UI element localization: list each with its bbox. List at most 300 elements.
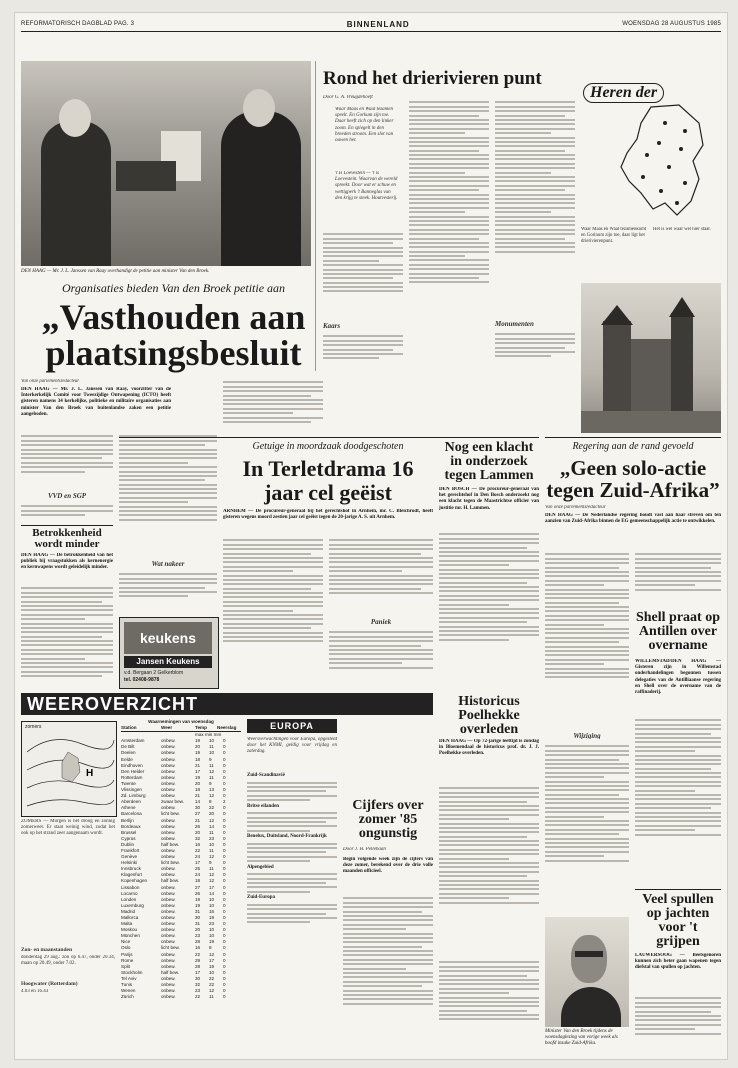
station-cell: Eelde [121,756,133,762]
weather-cell: onbew. [161,817,176,823]
station-cell: Innsbruck [121,866,141,872]
heren-caption-1: Waar Maas en Waal tezamenkomt en Gorinum zijn toe, daar ligt het drierivierenpunt. [581,227,647,245]
weather-map [21,721,117,817]
weather-cell: onbew. [161,957,176,963]
weather-cell: licht bew. [161,945,180,951]
station-cell: Twente [121,780,136,786]
temp-min-cell: 10 [209,969,215,975]
lead-subhead-1: VVD en SGP [47,493,87,500]
station-cell: Bordeaux [121,823,141,829]
precip-cell: 0 [223,951,226,957]
za-headline: „Geen solo-actie tegen Zuid-Afrika” [546,456,720,502]
precip-cell: 0 [223,829,226,835]
cijfers-body [343,895,433,1055]
terlet-headline: In Terletdrama 16 jaar cel geëist [242,456,414,505]
weather-cell: onbew. [161,756,176,762]
keukens-ad-name: Jansen Keukens [124,656,212,668]
station-cell: Zd. Limburg [121,793,146,799]
temp-max-cell: 19 [195,738,201,744]
weather-cell: onbew. [161,768,176,774]
weather-cell: licht bew. [161,811,180,817]
station-cell: Genève [121,854,138,860]
temp-max-cell: 24 [195,872,201,878]
precip-cell: 0 [223,872,226,878]
cijfers-headline: Cijfers over zomer '85 ongunstig [352,798,424,841]
lead-body-col3 [223,379,323,441]
temp-min-cell: 10 [209,927,215,933]
weather-cell: onbew. [161,823,176,829]
temp-min-cell: 8 [209,799,212,805]
station-cell: Helsinki [121,860,138,866]
precip-cell: 0 [223,860,226,866]
weather-cell: onbew. [161,793,176,799]
station-cell: Dublin [121,841,135,847]
station-cell: Amsterdam [121,738,145,744]
temp-min-cell: 8 [209,945,212,951]
station-cell: Malta [121,921,133,927]
temp-max-cell: 22 [195,994,201,1000]
temp-min-cell: 10 [209,841,215,847]
temp-min-cell: 11 [209,762,214,768]
temp-min-cell: 13 [209,787,215,793]
betrokkenheid-headline: Betrokkenheid wordt minder [32,527,102,550]
page-header [21,17,721,32]
temp-max-cell: 21 [195,817,201,823]
weather-cell: onbew. [161,774,176,780]
station-cell: Tel Aviv [121,975,137,981]
weather-cell: onbew. [161,939,176,945]
weather-cell: half bew. [161,841,180,847]
station-cell: Nice [121,939,131,945]
rule [21,525,113,526]
spullen-headline: Veel spullen op jachten voor 't grijpen [642,892,714,949]
precip-cell: 0 [223,945,226,951]
temp-min-cell: 12 [209,951,215,957]
heren-logo: Heren der [583,83,664,103]
precip-cell: 0 [223,805,226,811]
weather-cell: licht bew. [161,860,180,866]
precip-cell: 0 [223,896,226,902]
europa-region-name: Benelux, Duitsland, Noord-Frankrijk [247,834,327,840]
station-cell: Parijs [121,951,133,957]
europa-region [247,834,337,862]
station-cell: Frankfort [121,847,140,853]
rond-byline: Door G. A. Vreugdehoeft [323,95,373,100]
weather-table-header [121,725,241,732]
europa-region [247,804,337,832]
temp-max-cell: 17 [195,768,201,774]
temp-min-cell: 11 [209,774,214,780]
precip-cell: 0 [223,780,226,786]
temp-min-cell: 20 [209,811,215,817]
col-temp: Temp [195,725,207,731]
station-cell: Klagenfurt [121,872,142,878]
europa-region-name: Zuid-Europa [247,895,275,901]
weather-cell: onbew. [161,915,176,920]
precip-cell: 0 [223,866,226,872]
castle-photo [581,283,721,433]
precip-cell: 0 [223,908,226,914]
za-byline: Van onze parlementsredacteur [545,505,606,510]
temp-max-cell: 30 [195,915,201,920]
station-cell: Rome [121,957,134,963]
lead-photo [21,61,311,266]
europa-region-body [247,904,337,924]
europa-title: EUROPA [247,719,337,733]
europa-region [247,865,337,893]
poelhekke-headline: Historicus Poelhekke overleden [458,694,520,737]
precip-cell: 0 [223,768,226,774]
weather-sun-moon-text: donderdag 29 aug.: zon op 6.47, onder 20.34, maan op 20.49, onder 7.02. [21,955,115,967]
portrait-photo [545,917,629,1027]
station-cell: Athene [121,805,136,811]
portrait-caption: Minister Van den Broek tijdens de woensdaglezing van vorige week als hoofd inzake Zuid-Afrika. [545,1029,618,1046]
weather-cell: onbew. [161,908,176,914]
temp-min-cell: 10 [209,896,215,902]
lead-photo-caption: DEN HAAG — Mr. J. L. Janssen van Raay overhandigt de petitie aan minister Van den Broek. [21,269,210,274]
weather-cell: onbew. [161,933,176,939]
europa-region-body [247,782,337,802]
station-cell: Deelen [121,750,136,756]
col-sub: max min mm [195,732,222,738]
terlet-subhead: Paniek [370,619,392,626]
lead-headline: „Vasthouden aan plaatsingsbesluit [41,297,306,373]
precip-cell: 0 [223,890,226,896]
temp-min-cell: 10 [209,738,215,744]
precip-cell: 0 [223,994,226,1000]
temp-min-cell: 11 [209,994,214,1000]
terlet-body-col1 [223,537,323,687]
temp-min-cell: 17 [209,884,215,890]
rond-body-col3b [495,331,575,371]
weather-map-label: zomers [25,724,42,730]
rond-subhead-2: Monumenten [495,321,534,328]
precip-cell: 0 [223,854,226,860]
temp-min-cell: 11 [209,866,214,872]
lead-dateline: DEN HAAG — Mr. J. L. Janssen van Raay, voorzitter van de Interkerkelijk Comité voor Tweezijdige Ontwapening (ICTO) heeft gisteren namens 34 kerkelijke, politieke en militaire organisaties aan minister Van den Broek van buitenlandse zaken een petitie aangeboden. [21,387,171,417]
temp-min-cell: 12 [209,854,215,860]
weather-cell: onbew. [161,975,176,981]
europa-region-name: Alpengebied [247,864,274,870]
temp-min-cell: 22 [209,975,215,981]
temp-max-cell: 20 [195,744,201,750]
station-cell: Mallorca [121,915,139,920]
za-subhead: Wijziging [573,733,601,740]
precip-cell: 0 [223,744,226,750]
weather-cell: onbew. [161,787,176,793]
za-body-col1b [545,743,629,913]
klacht-headline: Nog een klacht in onderzoek tegen Lammen [444,440,534,483]
poelhekke-body [439,785,539,955]
precip-cell: 0 [223,915,226,920]
temp-min-cell: 23 [209,921,215,927]
station-cell: Vlissingen [121,787,142,793]
spullen-body [635,995,721,1055]
weather-cell: onbew. [161,780,176,786]
temp-max-cell: 20 [195,927,201,933]
temp-max-cell: 22 [195,847,201,853]
temp-max-cell: 18 [195,756,201,762]
temp-max-cell: 18 [195,787,201,793]
shell-headline: Shell praat op Antillen over overname [635,610,720,653]
weather-high-water-text: 4.03 en 16.43 [21,989,49,994]
precip-cell: 0 [223,957,226,963]
terlet-body-col2 [329,537,433,617]
temp-min-cell: 10 [209,750,215,756]
temp-max-cell: 28 [195,939,201,945]
weather-table-title: Waarnemingen van woensdag [148,719,214,724]
col-station: Station [121,725,137,731]
weather-cell: onbew. [161,902,176,908]
shell-body [635,717,721,887]
lead-byline: Van onze parlementsredacteur [21,379,80,384]
temp-min-cell: 12 [209,793,215,799]
weather-cell: onbew. [161,762,176,768]
shell-lead: WILLEMSTAD/DEN HAAG — Gisteren zijn in Willemstad onderhandelingen begonnen tussen delegaties van de Antilliaanse regering en Shell over de overname van de raffinaderij. [635,659,721,696]
station-cell: Madrid [121,908,136,914]
temp-max-cell: 18 [195,878,201,884]
lead-body-col1b [21,503,113,523]
temp-max-cell: 21 [195,762,201,768]
precip-cell: 0 [223,738,226,744]
klacht-body [439,531,539,691]
station-cell: Tunis [121,982,133,988]
temp-max-cell: 27 [195,884,201,890]
isobar-map-icon [22,722,116,816]
temp-min-cell: 10 [209,933,215,939]
keukens-ad-address: v.d. Bergaan 2 Gelkerblom [124,670,184,676]
svg-text:H: H [86,768,94,779]
temp-min-cell: 12 [209,768,215,774]
precip-cell: 0 [223,841,226,847]
station-cell: Split [121,963,130,969]
station-cell: Wenen [121,988,136,994]
temp-max-cell: 16 [195,841,201,847]
europa-region-name: Britse eilanden [247,803,280,809]
weather-cell: onbew. [161,738,176,744]
temp-min-cell: 22 [209,982,215,988]
weather-cell: onbew. [161,854,176,860]
temp-max-cell: 20 [195,780,201,786]
weather-cell: onbew. [161,866,176,872]
heren-map [581,83,721,223]
temp-min-cell: 23 [209,835,215,841]
temp-min-cell: 17 [209,957,215,963]
za-kicker: Regering aan de rand gevoeld [572,441,694,452]
heren-caption-2: Het is wel waar wel hier staat. [653,227,711,232]
terlet-lead: ARNHEM — De procureur-generaal bij het gerechtshof in Arnhem, mr. C. Bleichrodt, heeft gisteren wegens moord zestien jaar cel geëist tegen de 20-jarige A. S. uit Arnhem. [223,509,433,521]
europa-regions [247,773,337,926]
temp-min-cell: 12 [209,988,215,994]
station-cell: Den Helder [121,768,145,774]
weather-cell: onbew. [161,951,176,957]
precip-cell: 0 [223,787,226,793]
header-date: WOENSDAG 28 AUGUSTUS 1985 [622,21,721,27]
station-cell: Kopenhagen [121,878,148,884]
temp-max-cell: 22 [195,951,201,957]
station-cell: Stockholm [121,969,143,975]
rond-body-col3 [495,99,575,319]
precip-cell: 0 [223,927,226,933]
rule [635,889,721,890]
temp-max-cell: 17 [195,969,201,975]
weather-cell: onbew. [161,884,176,890]
station-cell: Brussel [121,829,137,835]
temp-min-cell: 9 [209,860,212,866]
weather-cell: onbew. [161,829,176,835]
klacht-lead: DEN BOSCH — De procureur-generaal van het gerechtshof in Den Bosch onderzoekt nog een klacht tegen de Maastrichtse officier van justitie mr. H. Lammen. [439,487,539,511]
rule [545,437,721,438]
temp-max-cell: 21 [195,793,201,799]
temp-max-cell: 19 [195,896,201,902]
precip-cell: 0 [223,921,226,927]
weather-table [121,719,241,1000]
precip-cell: 0 [223,975,226,981]
station-cell: Eindhoven [121,762,143,768]
column-rule [315,61,316,371]
lead-body-col2b [119,571,217,611]
rond-body-col2 [409,99,489,369]
station-cell: Barcelona [121,811,142,817]
lead-kicker: Organisaties bieden Van den Broek petitie aan [61,281,286,295]
weather-cell: onbew. [161,847,176,853]
precip-cell: 0 [223,933,226,939]
temp-min-cell: 11 [209,744,214,750]
station-cell: De Bilt [121,744,135,750]
temp-min-cell: 12 [209,878,215,884]
station-cell: Berlijn [121,817,134,823]
weather-cell: onbew. [161,921,176,927]
weather-cell: onbew. [161,872,176,878]
station-cell: Luxemburg [121,902,144,908]
utrecht-item [439,959,539,1055]
betrokkenheid-lead: DEN HAAG — De betrokkenheid van het publiek bij vraagstukken als kernenergie en kernwapens wordt geleidelijk minder. [21,553,113,571]
temp-min-cell: 9 [209,780,212,786]
precip-cell: 0 [223,969,226,975]
precip-cell: 0 [223,756,226,762]
za-body-col1 [545,551,629,731]
header-left: REFORMATORISCH DAGBLAD PAG. 3 [21,21,135,27]
temp-min-cell: 11 [209,829,214,835]
precip-cell: 0 [223,878,226,884]
weather-cell: onbew. [161,890,176,896]
precip-cell: 2 [223,799,226,805]
weather-cell: onbew. [161,744,176,750]
station-cell: Lissabon [121,884,140,890]
precip-cell: 0 [223,902,226,908]
keukens-ad-logo: keukens [124,622,212,654]
temp-max-cell: 19 [195,902,201,908]
cijfers-byline: Door J. H. Pellebaan [343,847,386,852]
temp-max-cell: 14 [195,799,201,805]
precip-cell: 0 [223,823,226,829]
temp-max-cell: 19 [195,774,201,780]
weather-banner: WEEROVERZICHT [21,693,433,715]
lead-body-col2 [119,433,217,558]
precip-cell: 0 [223,750,226,756]
weather-cell: zwaar bew. [161,799,184,805]
weather-sun-moon-title: Zon- en maanstanden [21,947,73,953]
station-cell: Aberdeen [121,799,141,805]
europa-region-name: Zuid-Scandinavië [247,773,285,778]
station-cell: München [121,933,140,939]
temp-min-cell: 19 [209,963,215,969]
precip-cell: 0 [223,793,226,799]
temp-min-cell: 16 [209,908,215,914]
temp-min-cell: 10 [209,902,215,908]
weather-cell: onbew. [161,963,176,969]
precip-cell: 0 [223,963,226,969]
temp-max-cell: 31 [195,921,201,927]
precip-cell: 0 [223,811,226,817]
rond-body-col1 [323,231,403,321]
weather-cell: half bew. [161,969,180,975]
station-cell: Oslo [121,945,131,951]
weather-table-rows [121,738,241,1000]
europa-region-body [247,843,337,863]
terlet-body-col2b [329,629,433,687]
weather-cell: onbew. [161,988,176,994]
temp-max-cell: 26 [195,890,201,896]
temp-min-cell: 12 [209,817,215,823]
precip-cell: 0 [223,762,226,768]
temp-max-cell: 31 [195,908,201,914]
terlet-kicker: Getuige in moordzaak doodgeschoten [252,441,404,452]
rond-subhead-1: Kaars [323,323,341,330]
col-precip: Neerslag [217,725,237,731]
temp-max-cell: 28 [195,963,201,969]
temp-max-cell: 26 [195,823,201,829]
weather-row [121,994,241,1000]
lead-subhead-2: Wat nakeer [151,561,185,568]
temp-min-cell: 19 [209,915,215,920]
temp-max-cell: 16 [195,945,201,951]
temp-max-cell: 24 [195,854,201,860]
temp-min-cell: 12 [209,872,215,878]
netherlands-map-icon [581,83,721,223]
station-cell: Rotterdam [121,774,143,780]
weather-high-water-title: Hoogwater (Rotterdam) [21,981,78,987]
weather-cell: onbew. [161,896,176,902]
temp-min-cell: 11 [209,847,214,853]
rule [119,437,539,438]
temp-max-cell: 25 [195,866,201,872]
rond-body-col1b [323,333,403,373]
keukens-ad-phone: tel. 02408-9878 [124,677,160,683]
temp-min-cell: 19 [209,939,215,945]
precip-cell: 0 [223,835,226,841]
temp-min-cell: 9 [209,756,212,762]
za-lead: DEN HAAG — De Nederlandse regering houdt vast aan haar streven om ten aanzien van Zuid-Afrika binnen de EG gemeenschappelijk actie te ontwikkelen. [545,513,721,525]
precip-cell: 0 [223,939,226,945]
precip-cell: 0 [223,884,226,890]
rond-headline: Rond het drierivieren punt [323,68,542,89]
temp-min-cell: 14 [209,823,215,829]
temp-max-cell: 23 [195,988,201,994]
europa-region [247,895,337,923]
europa-region [247,773,337,801]
temp-max-cell: 30 [195,975,201,981]
station-cell: Londen [121,896,137,902]
temp-max-cell: 32 [195,982,201,988]
precip-cell: 0 [223,774,226,780]
temp-max-cell: 23 [195,933,201,939]
poelhekke-lead: DEN HAAG — Op 72-jarige leeftijd is zondag in Bloemendaal de historicus prof. dr. J. J. Poelhekke overleden. [439,739,539,757]
station-cell: Zürich [121,994,134,1000]
station-cell: Cyprus [121,835,136,841]
precip-cell: 0 [223,988,226,994]
station-cell: Moskou [121,927,138,933]
